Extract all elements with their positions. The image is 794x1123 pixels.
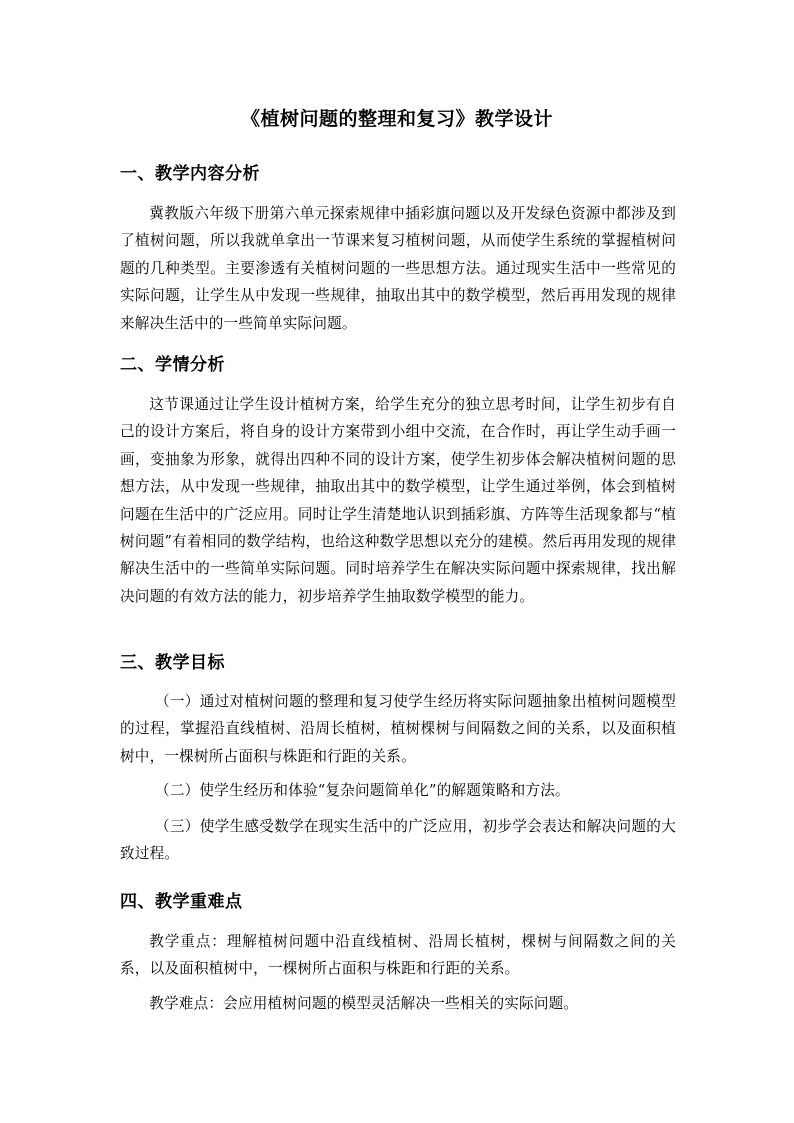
document-title: 《植树问题的整理和复习》教学设计 — [240, 108, 553, 130]
paragraph-goal-2: （二）使学生经历和体验“复杂问题简单化”的解题策略和方法。 — [155, 782, 570, 799]
paragraph-learner-analysis: 这节课通过让学生设计植树方案，给学生充分的独立思考时间，让学生初步有自己的设计方案后，将自身的设计方案带到小组中交流，在合作时，再让学生动手画一画，变抽象为形象，就得出四种不同的设计方案，使学生初步体会解决植树问题的思想方法，从中发现一些规律，抽取出其中的数学模型，让学生通过举例，体会到植树问题在生活中的广泛应用。同时让学生清楚地认识到插彩旗、方阵等生活现象都与“植树问题”有着相同的数学结构，也给这种数学思想以充分的建模。然后再用发现的规律解决生活中的一些简单实际问题。同时培养学生在解决实际问题中探索规律，找出解决问题的有效方法的能力，初步培养学生抽取数学模型的能力。 — [120, 396, 676, 605]
paragraph-content-analysis: 冀教版六年级下册第六单元探索规律中插彩旗问题以及开发绿色资源中都涉及到了植树问题，所以我就单拿出一节课来复习植树问题，从而使学生系统的掌握植树问题的几种类型。主要渗透有关植树问题的一些思想方法。通过现实生活中一些常见的实际问题，让学生从中发现一些规律，抽取出其中的数学模型，然后再用发现的规律来解决生活中的一些简单实际问题。 — [120, 205, 676, 332]
paragraph-key-point: 教学重点：理解植树问题中沿直线植树、沿周长植树，棵树与间隔数之间的关系，以及面积植树中，一棵树所占面积与株距和行距的关系。 — [120, 933, 676, 978]
paragraph-difficult-point: 教学难点：会应用植树问题的模型灵活解决一些相关的实际问题。 — [149, 995, 579, 1012]
paragraph-goal-1: （一）通过对植树问题的整理和复习使学生经历将实际问题抽象出植树问题模型的过程，掌握沿直线植树、沿周长植树，植树棵树与间隔数之间的关系，以及面积植树中，一棵树所占面积与株距和行距的关系。 — [120, 693, 676, 765]
section-heading-content-analysis: 一、教学内容分析 — [120, 164, 260, 184]
section-heading-teaching-goals: 三、教学目标 — [120, 653, 225, 673]
paragraph-goal-3: （三）使学生感受数学在现实生活中的广泛应用，初步学会表达和解决问题的大致过程。 — [120, 818, 676, 863]
section-heading-learner-analysis: 二、学情分析 — [120, 355, 225, 375]
section-heading-key-difficult-points: 四、教学重难点 — [120, 892, 243, 912]
